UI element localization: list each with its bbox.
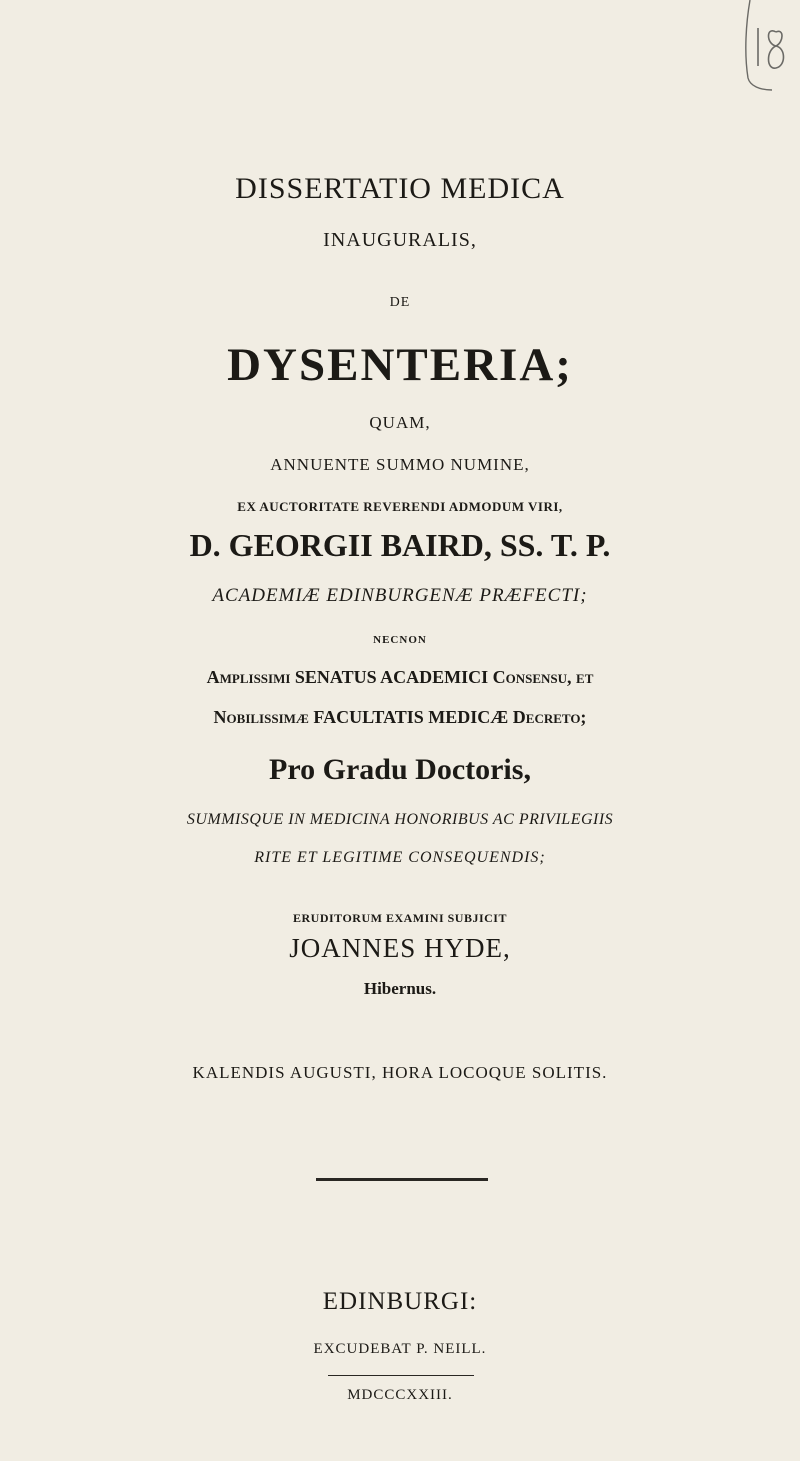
necnon-line: NECNON [373,634,427,646]
annuente-line: ANNUENTE SUMMO NUMINE, [270,455,530,474]
title-inauguralis: INAUGURALIS, [323,229,477,251]
kalendis-line: KALENDIS AUGUSTI, HORA LOCOQUE SOLITIS. [192,1063,608,1082]
rite-line: RITE ET LEGITIME CONSEQUENDIS; [254,849,546,866]
academiae-line: ACADEMIÆ EDINBURGENÆ PRÆFECTI; [212,585,588,606]
eruditorum-line: ERUDITORUM EXAMINI SUBJICIT [293,911,507,925]
divider-rule [316,1178,488,1181]
imprint-rule [328,1375,474,1376]
imprint-printer: EXCUDEBAT P. NEILL. [313,1341,487,1357]
nobilissimae-line: Nobilissimæ FACULTATIS MEDICÆ Decreto; [213,707,587,727]
quam-line: QUAM, [369,413,431,432]
pro-gradu-line: Pro Gradu Doctoris, [269,753,531,786]
hibernus-line: Hibernus. [363,979,437,998]
handwritten-corner-mark [736,0,796,93]
baird-line: D. GEORGII BAIRD, SS. T. P. [189,527,611,563]
ex-auctoritate-line: EX AUCTORITATE REVERENDI ADMODUM VIRI, [237,499,563,514]
summisque-line: SUMMISQUE IN MEDICINA HONORIBUS AC PRIVILEGIIS [186,811,614,828]
author-line: JOANNES HYDE, [289,933,511,963]
amplissimi-line: Amplissimi SENATUS ACADEMICI Consensu, et [206,667,594,687]
title-de: DE [389,295,411,310]
title-dissertatio: DISSERTATIO MEDICA [235,172,565,205]
title-dysenteria: DYSENTERIA; [227,339,573,391]
imprint-city: EDINBURGI: [322,1288,478,1315]
imprint-year: MDCCCXXIII. [347,1387,453,1403]
